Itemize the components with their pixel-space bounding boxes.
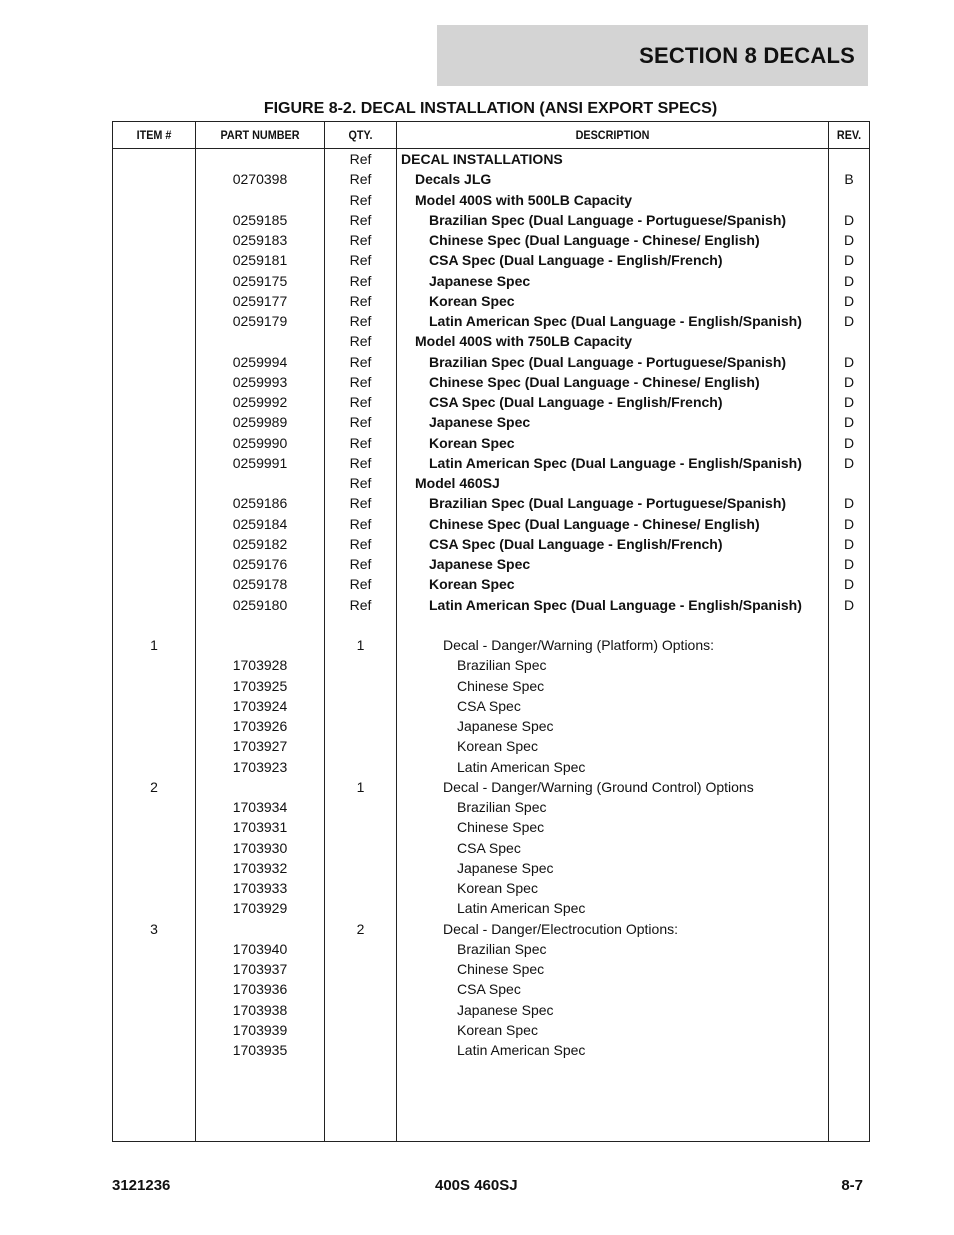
qty-cell: Ref [349,171,372,188]
description-cell: Latin American Spec (Dual Language - English/Spanish) [429,596,802,613]
table-body [113,149,869,1060]
part-number-cell: 1703929 [232,900,288,917]
qty-cell: 2 [356,920,365,937]
description-cell: Brazilian Spec (Dual Language - Portuguese/Spanish) [429,211,787,228]
part-number-cell: 1703935 [232,1042,288,1058]
table-row [113,554,869,574]
part-number-cell: 1703931 [232,819,288,836]
table-row [113,797,869,817]
description-cell: CSA Spec [457,697,521,714]
part-number-cell: 1703936 [232,981,288,998]
part-number-cell: 0259181 [232,252,288,269]
description-cell: DECAL INSTALLATIONS [401,151,563,167]
part-number-cell: 0259989 [232,414,288,431]
description-cell: CSA Spec [457,981,521,998]
table-row [113,534,869,554]
description-cell: Decal - Danger/Warning (Platform) Options: [443,637,715,653]
table-row [113,959,869,979]
item-cell: 1 [150,637,158,653]
description-cell: Japanese Spec [429,414,531,431]
part-number-cell: 0259186 [232,495,288,512]
part-number-cell: 1703933 [232,880,288,896]
description-cell: Chinese Spec [457,677,545,694]
table-row [113,392,869,412]
part-number-cell: 0259175 [232,272,288,289]
table-row [113,149,869,169]
table-row [113,1040,869,1060]
rev-cell: D [843,373,855,390]
part-number-cell: 1703930 [232,839,288,856]
table-row [113,412,869,432]
part-number-cell: 1703939 [232,1021,288,1038]
qty-cell: Ref [349,333,372,350]
table-row [113,250,869,270]
description-cell: Korean Spec [429,292,515,309]
part-number-cell: 0270398 [232,171,288,188]
table-row [113,473,869,493]
description-cell: Model 460SJ [415,475,500,491]
description-cell: Model 400S with 500LB Capacity [415,191,633,208]
part-number-cell: 0259994 [232,353,288,370]
table-row [113,514,869,534]
description-cell: Decals JLG [415,171,492,188]
table-row [113,352,869,372]
qty-cell: Ref [349,454,372,471]
table-row [113,838,869,858]
footer-doc-number: 3121236 [112,1177,171,1194]
description-cell: Japanese Spec [457,859,554,876]
part-number-cell: 1703932 [232,859,288,876]
table-row [113,1000,869,1020]
table-row [113,230,869,250]
part-number-cell: 1703924 [232,697,288,714]
rev-cell: D [843,535,855,552]
table-row [113,311,869,331]
table-row [113,979,869,999]
qty-cell: Ref [349,414,372,431]
part-number-cell: 1703928 [232,657,288,674]
rev-cell: D [843,313,855,329]
description-cell: Model 400S with 750LB Capacity [415,333,633,350]
description-cell: Brazilian Spec (Dual Language - Portuguese/Spanish) [429,353,787,370]
part-number-cell: 0259177 [232,292,288,309]
description-cell: CSA Spec (Dual Language - English/French) [429,394,723,410]
rev-cell: D [843,576,855,593]
part-number-cell: 0259185 [232,211,288,228]
description-cell: Latin American Spec (Dual Language - English/Spanish) [429,313,802,329]
qty-cell: Ref [349,373,372,390]
part-number-cell: 1703925 [232,677,288,694]
section-banner [437,25,868,86]
description-cell: CSA Spec (Dual Language - English/French) [429,535,723,552]
description-cell: CSA Spec (Dual Language - English/French) [429,252,723,269]
header-item: ITEM # [136,128,172,142]
footer-models: 400S 460SJ [435,1177,518,1194]
table-row [113,1020,869,1040]
rev-cell: D [843,353,855,370]
table-row [113,757,869,777]
table-row [113,635,869,655]
table-row [113,939,869,959]
description-cell: Japanese Spec [457,1001,554,1018]
part-number-cell: 1703923 [232,758,288,775]
table-row [113,493,869,513]
rev-cell: D [843,515,855,532]
parts-table [112,121,870,1142]
part-number-cell: 0259179 [232,313,288,329]
table-row [113,190,869,210]
rev-cell: D [843,232,855,248]
part-number-cell: 1703937 [232,961,288,977]
description-cell: Latin American Spec (Dual Language - English/Spanish) [429,454,802,471]
table-row [113,291,869,311]
qty-cell: Ref [349,313,372,329]
table-row [113,878,869,898]
rev-cell: D [843,252,855,269]
description-cell: Korean Spec [457,1021,538,1038]
table-row [113,655,869,675]
qty-cell: Ref [349,272,372,289]
qty-cell: Ref [349,434,372,451]
description-cell: Latin American Spec [457,758,586,775]
description-cell: Brazilian Spec (Dual Language - Portuguese/Spanish) [429,495,787,512]
table-row [113,696,869,716]
description-cell: Chinese Spec (Dual Language - Chinese/ English) [429,373,760,390]
description-cell: Chinese Spec (Dual Language - Chinese/ English) [429,515,760,532]
part-number-cell: 0259180 [232,596,288,613]
description-cell: Japanese Spec [429,556,531,572]
qty-cell: Ref [349,394,372,410]
table-row [113,595,869,615]
rev-cell: D [843,292,855,309]
table-row [113,919,869,939]
part-number-cell: 1703927 [232,738,288,755]
part-number-cell: 1703938 [232,1001,288,1018]
qty-cell: Ref [349,596,372,613]
description-cell: Brazilian Spec [457,799,547,815]
section-title: SECTION 8 DECALS [639,42,855,68]
qty-cell: Ref [349,556,372,572]
rev-cell: D [843,454,855,471]
rev-cell: D [843,434,855,451]
part-number-cell: 0259993 [232,373,288,390]
description-cell: Latin American Spec [457,1042,586,1058]
table-row [113,898,869,918]
figure-title: FIGURE 8-2. DECAL INSTALLATION (ANSI EXPORT SPECS) [263,100,718,117]
header-rev: REV. [836,128,862,142]
part-number-cell: 0259991 [232,454,288,471]
part-number-cell: 0259184 [232,515,288,532]
part-number-cell: 1703940 [232,940,288,957]
qty-cell: Ref [349,515,372,532]
part-number-cell: 0259182 [232,535,288,552]
qty-cell: Ref [349,535,372,552]
table-row [113,574,869,594]
part-number-cell: 0259183 [232,232,288,248]
rev-cell: D [843,495,855,512]
qty-cell: 1 [356,637,365,653]
header-description: DESCRIPTION [575,128,650,142]
table-row [113,372,869,392]
description-cell: Brazilian Spec [457,940,547,957]
description-cell: Decal - Danger/Warning (Ground Control) Options [443,778,754,795]
part-number-cell: 1703934 [232,799,288,815]
part-number-cell: 1703926 [232,718,288,734]
qty-cell: Ref [349,151,372,167]
description-cell: Korean Spec [457,738,538,755]
qty-cell: Ref [349,576,372,593]
description-cell: Chinese Spec [457,961,545,977]
qty-cell: Ref [349,292,372,309]
description-cell: CSA Spec [457,839,521,856]
item-cell: 3 [150,920,158,937]
description-cell: Brazilian Spec [457,657,547,674]
rev-cell: B [844,171,854,188]
item-cell: 2 [150,778,158,795]
footer-page-number: 8-7 [841,1177,863,1194]
table-row [113,777,869,797]
table-row [113,169,869,189]
qty-cell: Ref [349,475,372,491]
rev-cell: D [843,394,855,410]
description-cell: Latin American Spec [457,900,586,917]
table-row [113,453,869,473]
rev-cell: D [843,414,855,431]
description-cell: Japanese Spec [429,272,531,289]
table-row [113,736,869,756]
qty-cell: 1 [356,778,365,795]
qty-cell: Ref [349,353,372,370]
qty-cell: Ref [349,495,372,512]
table-row [113,817,869,837]
qty-cell: Ref [349,232,372,248]
table-row [113,210,869,230]
table-row [113,716,869,736]
table-row [113,433,869,453]
rev-cell: D [843,556,855,572]
rev-cell: D [843,211,855,228]
description-cell: Chinese Spec [457,819,545,836]
table-row [113,271,869,291]
spacer-row [113,615,869,635]
qty-cell: Ref [349,211,372,228]
description-cell: Korean Spec [429,576,515,593]
description-cell: Korean Spec [429,434,515,451]
qty-cell: Ref [349,252,372,269]
part-number-cell: 0259176 [232,556,288,572]
rev-cell: D [843,596,855,613]
qty-cell: Ref [349,191,372,208]
description-cell: Decal - Danger/Electrocution Options: [443,920,678,937]
part-number-cell: 0259990 [232,434,288,451]
header-part-number: PART NUMBER [220,128,300,142]
description-cell: Chinese Spec (Dual Language - Chinese/ English) [429,232,760,248]
description-cell: Korean Spec [457,880,538,896]
rev-cell: D [843,272,855,289]
description-cell: Japanese Spec [457,718,554,734]
table-row [113,331,869,351]
part-number-cell: 0259178 [232,576,288,593]
part-number-cell: 0259992 [232,394,288,410]
table-row [113,858,869,878]
table-row [113,676,869,696]
header-qty: QTY. [348,128,373,142]
